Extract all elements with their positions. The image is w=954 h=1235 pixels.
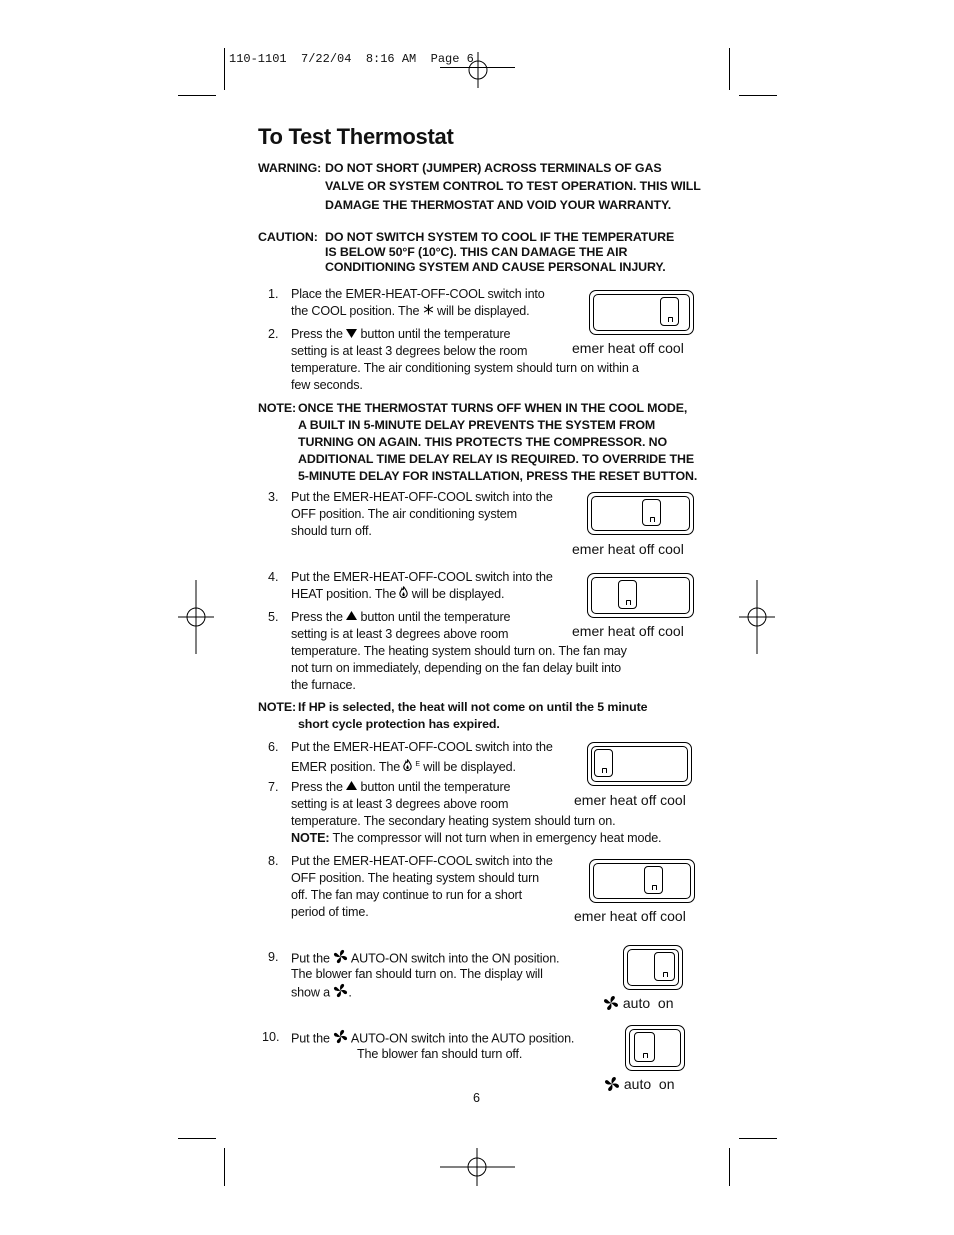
caution-label: CAUTION: bbox=[258, 230, 318, 244]
step-number: 5. bbox=[268, 610, 279, 624]
fan-switch-label: auto on bbox=[604, 1076, 675, 1095]
caution-line: IS BELOW 50°F (10°C). THIS CAN DAMAGE THE AIR bbox=[325, 245, 628, 259]
step-text: should turn off. bbox=[291, 524, 372, 538]
step-text: Place the EMER-HEAT-OFF-COOL switch into bbox=[291, 287, 545, 301]
step-text: setting is at least 3 degrees above room bbox=[291, 797, 509, 811]
step-text: Put the AUTO-ON switch into the ON position. bbox=[291, 949, 559, 969]
fan-icon bbox=[333, 1029, 348, 1049]
note-label: NOTE: bbox=[258, 401, 297, 415]
page-title: To Test Thermostat bbox=[258, 124, 454, 149]
step-number: 7. bbox=[268, 780, 279, 794]
mode-switch-label: emer heat off cool bbox=[572, 541, 684, 557]
page-number: 6 bbox=[473, 1091, 480, 1105]
mode-switch-illustration bbox=[587, 492, 694, 535]
step-number: 4. bbox=[268, 570, 279, 584]
mode-switch-illustration bbox=[587, 742, 692, 786]
fan-switch-illustration bbox=[623, 945, 683, 990]
step-text: off. The fan may continue to run for a short bbox=[291, 888, 522, 902]
step-text: setting is at least 3 degrees above room bbox=[291, 627, 509, 641]
step-text: the COOL position. The will be displayed. bbox=[291, 303, 530, 320]
mode-switch-illustration bbox=[587, 573, 694, 618]
step-text: Press the button until the temperature bbox=[291, 779, 510, 796]
step-text: not turn on immediately, depending on the fan delay built into bbox=[291, 661, 622, 675]
step-number: 9. bbox=[268, 950, 279, 964]
fan-switch-illustration bbox=[625, 1025, 685, 1071]
note-label: NOTE: bbox=[258, 700, 297, 714]
print-slug: 110-1101 7/22/04 8:16 AM Page 6 bbox=[229, 52, 474, 66]
note-line: A BUILT IN 5-MINUTE DELAY PREVENTS THE SYSTEM FROM bbox=[298, 418, 656, 432]
mode-switch-label: emer heat off cool bbox=[572, 340, 684, 356]
emer-superscript: E bbox=[415, 761, 420, 768]
note-line: ONCE THE THERMOSTAT TURNS OFF WHEN IN THE COOL MODE, bbox=[298, 401, 688, 415]
fan-icon bbox=[333, 983, 348, 1003]
step-number: 10. bbox=[262, 1030, 280, 1044]
switch-knob bbox=[634, 1032, 655, 1062]
note-line: If HP is selected, the heat will not come on until the 5 minute bbox=[298, 700, 648, 714]
step-number: 1. bbox=[268, 287, 279, 301]
step-text: OFF position. The air conditioning system bbox=[291, 507, 518, 521]
flame-e-icon bbox=[403, 759, 412, 776]
snowflake-icon bbox=[423, 303, 434, 320]
step-number: 2. bbox=[268, 327, 279, 341]
mode-switch-illustration bbox=[589, 859, 695, 903]
step-text: temperature. The heating system should turn on. The fan may bbox=[291, 644, 627, 658]
step-text: temperature. The air conditioning system should turn on within a bbox=[291, 361, 639, 375]
fan-switch-label: auto on bbox=[603, 995, 674, 1014]
step-text: HEAT position. The will be displayed. bbox=[291, 586, 504, 603]
step-number: 6. bbox=[268, 740, 279, 754]
step-text: OFF position. The heating system should turn bbox=[291, 871, 539, 885]
step-number: 3. bbox=[268, 490, 279, 504]
step-text: Press the button until the temperature bbox=[291, 609, 510, 626]
note-line: short cycle protection has expired. bbox=[298, 717, 500, 731]
up-arrow-icon bbox=[346, 609, 357, 626]
step-text: period of time. bbox=[291, 905, 369, 919]
step-text: Put the EMER-HEAT-OFF-COOL switch into the bbox=[291, 570, 553, 584]
step-text: show a . bbox=[291, 983, 352, 1003]
mode-switch-label: emer heat off cool bbox=[574, 908, 686, 924]
step-text: temperature. The secondary heating system should turn on. bbox=[291, 814, 616, 828]
note-line: ADDITIONAL TIME DELAY RELAY IS REQUIRED. TO OVERRIDE THE bbox=[298, 452, 695, 466]
step-number: 8. bbox=[268, 854, 279, 868]
fan-icon bbox=[603, 995, 619, 1014]
mode-switch-label: emer heat off cool bbox=[574, 792, 686, 808]
step-text: Put the AUTO-ON switch into the AUTO position. bbox=[291, 1029, 574, 1049]
caution-line: CONDITIONING SYSTEM AND CAUSE PERSONAL INJURY. bbox=[325, 260, 666, 274]
switch-knob bbox=[654, 952, 675, 981]
note-line: 5-MINUTE DELAY FOR INSTALLATION, PRESS THE RESET BUTTON. bbox=[298, 469, 698, 483]
warning-label: WARNING: bbox=[258, 161, 322, 175]
step-text: The blower fan should turn on. The display will bbox=[291, 967, 543, 981]
note-line: TURNING ON AGAIN. THIS PROTECTS THE COMPRESSOR. NO bbox=[298, 435, 668, 449]
step-text: EMER position. The $^E$ will be displayed. bbox=[291, 756, 516, 776]
registration-mark-bottom bbox=[440, 1148, 515, 1186]
registration-mark-left bbox=[178, 580, 214, 654]
up-arrow-icon bbox=[346, 779, 357, 796]
down-arrow-icon bbox=[346, 326, 357, 343]
switch-knob bbox=[618, 580, 637, 609]
mode-switch-label: emer heat off cool bbox=[572, 623, 684, 639]
registration-mark-right bbox=[739, 580, 775, 654]
caution-line: DO NOT SWITCH SYSTEM TO COOL IF THE TEMPERATURE bbox=[325, 230, 675, 244]
switch-knob bbox=[644, 866, 663, 894]
step-text: Put the EMER-HEAT-OFF-COOL switch into the bbox=[291, 854, 553, 868]
step-text: Press the button until the temperature bbox=[291, 326, 510, 343]
step-text: setting is at least 3 degrees below the room bbox=[291, 344, 528, 358]
switch-knob bbox=[594, 749, 613, 777]
switch-knob bbox=[660, 297, 679, 326]
step-text: few seconds. bbox=[291, 378, 363, 392]
warning-line: DAMAGE THE THERMOSTAT AND VOID YOUR WARRANTY. bbox=[325, 198, 672, 212]
step-text: the furnace. bbox=[291, 678, 356, 692]
mode-switch-illustration bbox=[589, 290, 694, 335]
step-text: Put the EMER-HEAT-OFF-COOL switch into the bbox=[291, 740, 553, 754]
fan-icon bbox=[604, 1076, 620, 1095]
warning-line: VALVE OR SYSTEM CONTROL TO TEST OPERATION. THIS WILL bbox=[325, 179, 701, 193]
switch-knob bbox=[642, 499, 661, 526]
step-text: The blower fan should turn off. bbox=[357, 1047, 523, 1061]
warning-line: DO NOT SHORT (JUMPER) ACROSS TERMINALS OF GAS bbox=[325, 161, 662, 175]
step-note: NOTE: The compressor will not turn when in emergency heat mode. bbox=[291, 831, 662, 845]
step-text: Put the EMER-HEAT-OFF-COOL switch into the bbox=[291, 490, 553, 504]
